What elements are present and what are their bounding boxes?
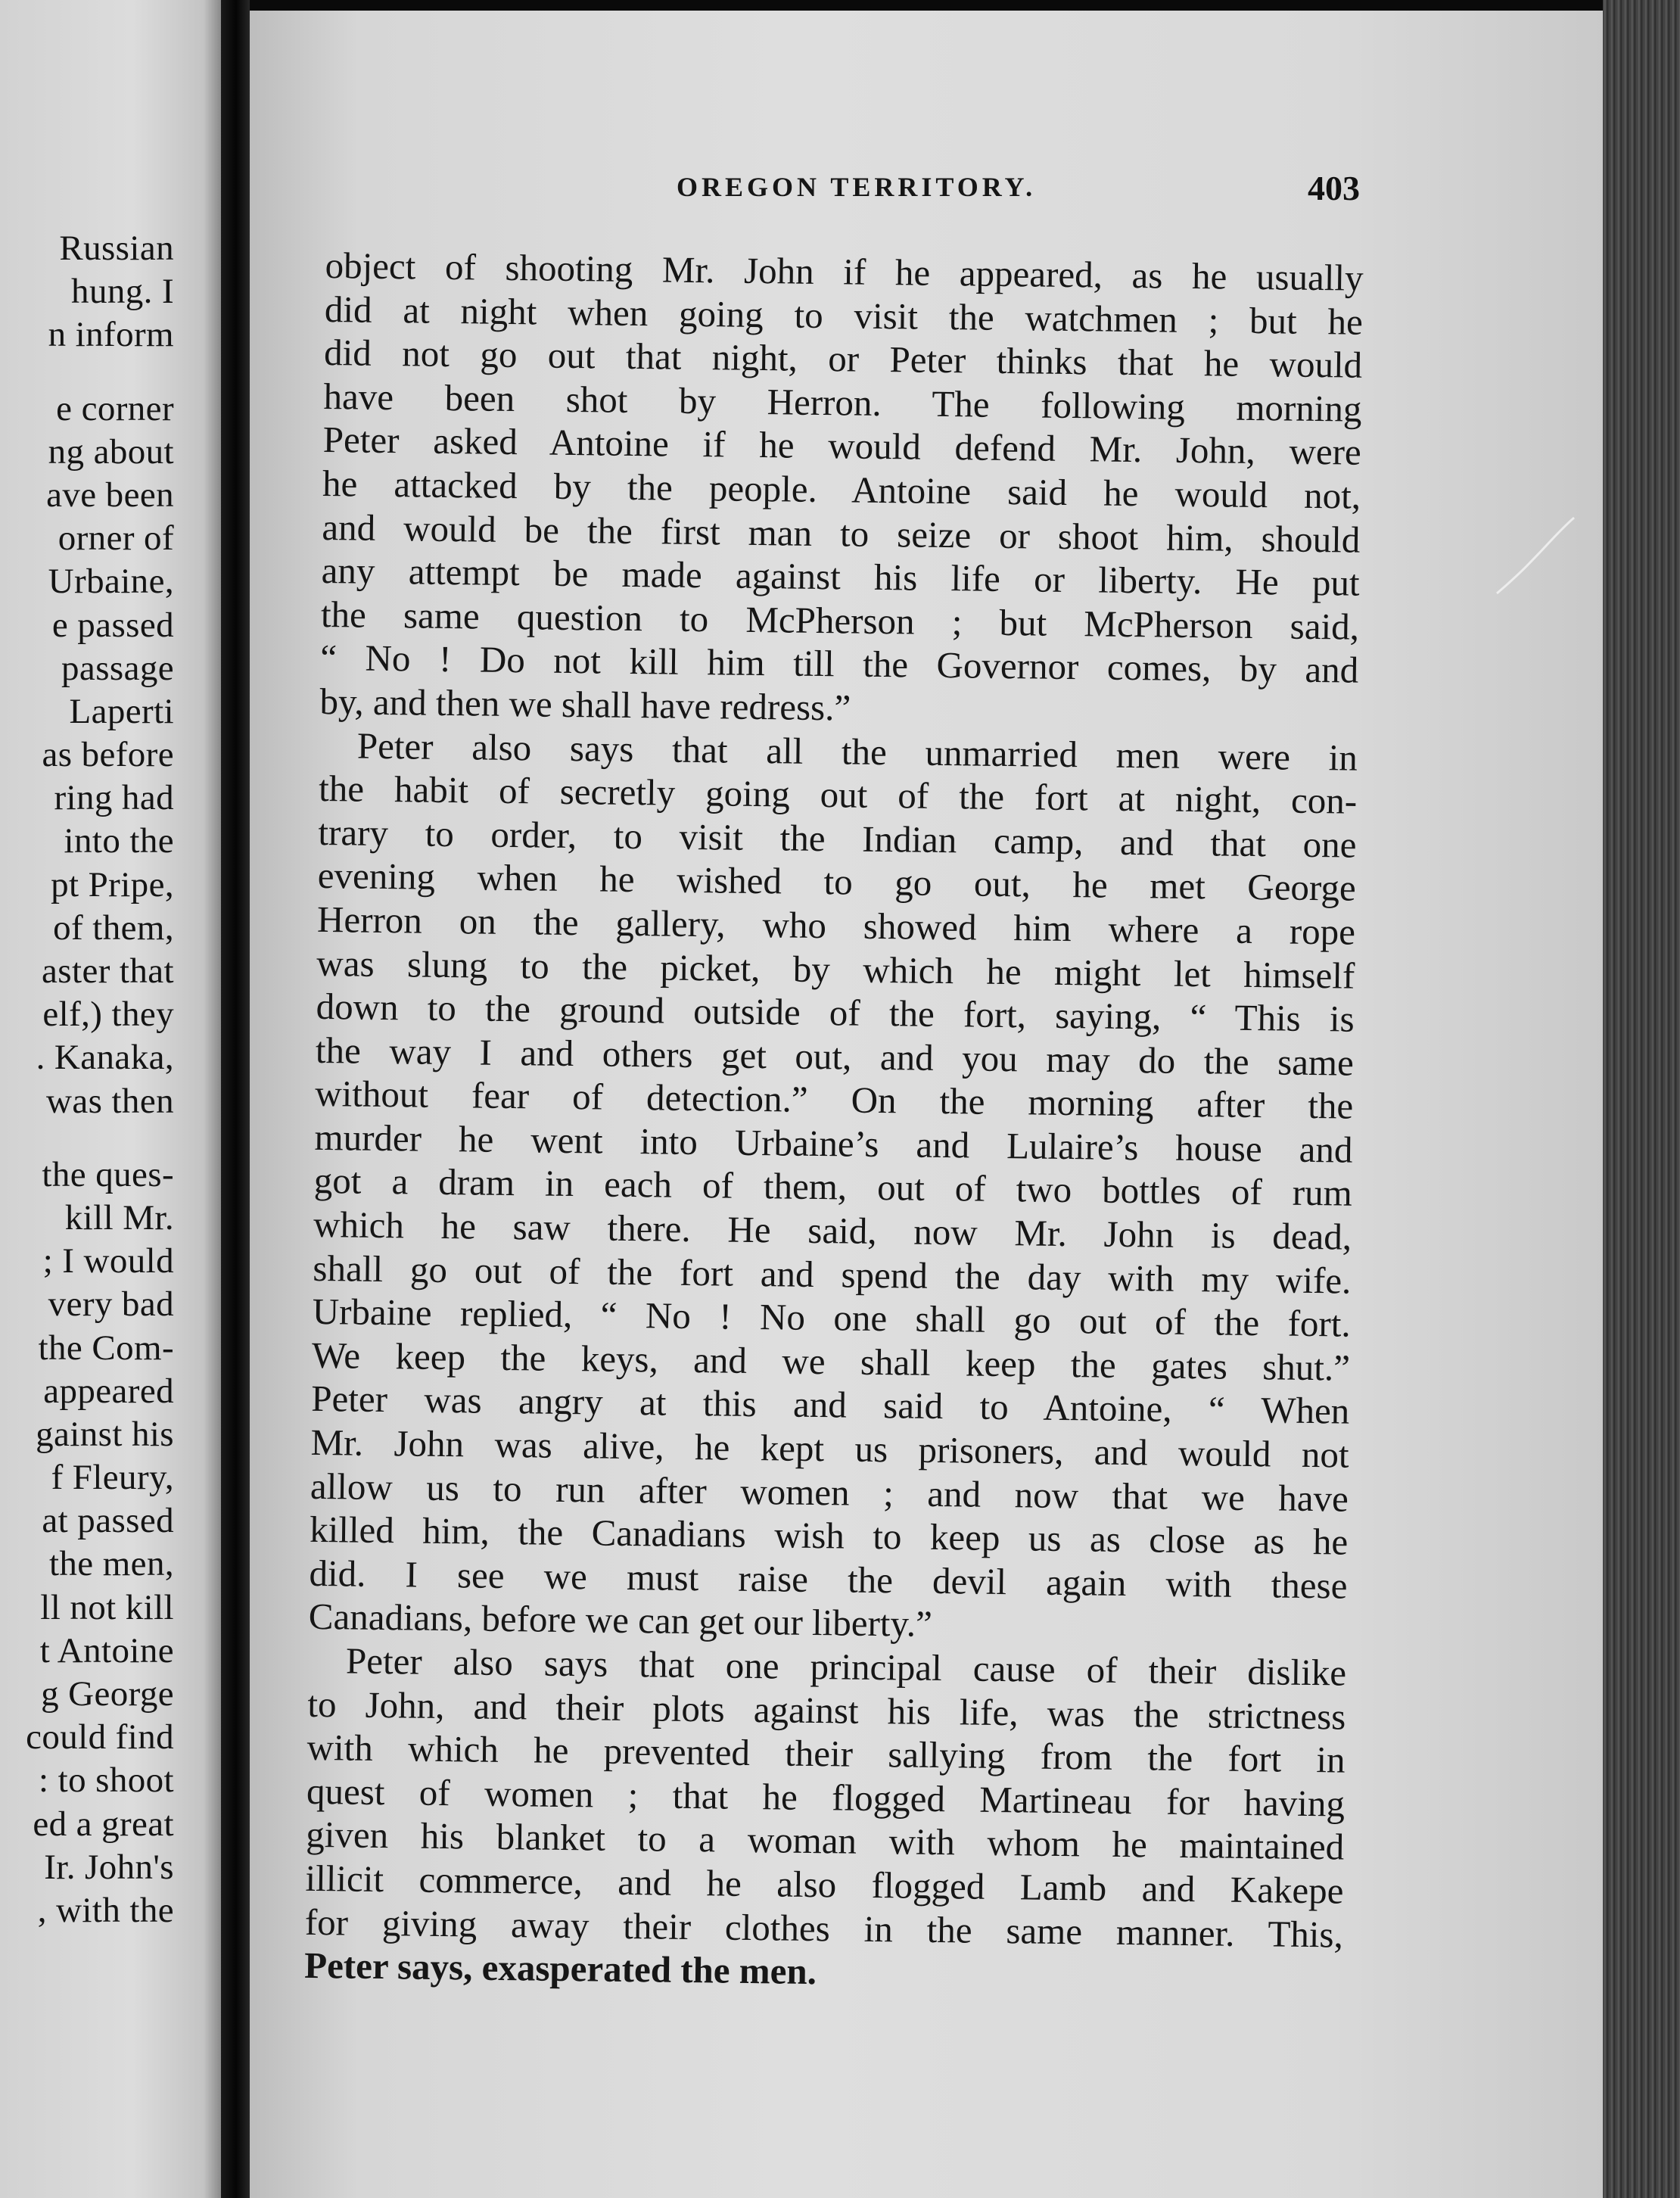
left-page-line: , with the: [37, 1890, 174, 1930]
text-line: shall go out of the fort and spend the day with my wife.: [313, 1247, 1352, 1302]
left-page-line: ave been: [46, 475, 174, 515]
left-page-line: Ir. John's: [44, 1847, 174, 1887]
left-page-line: gainst his: [36, 1414, 174, 1454]
left-page-line: was then: [46, 1081, 174, 1121]
left-page-line: ed a great: [33, 1804, 174, 1844]
page-edges: [1603, 0, 1680, 2198]
left-page-line: e corner: [56, 388, 174, 428]
text-line: Mr. John was alive, he kept us prisoners, and would not: [310, 1421, 1349, 1476]
text-line: did at night when going to visit the watchmen ; but he: [324, 288, 1364, 343]
text-line: did. I see we must raise the devil again with these: [309, 1552, 1348, 1607]
left-page-line: : to shoot: [39, 1761, 174, 1801]
left-page-line: as before: [42, 735, 174, 775]
left-page-line: kill Mr.: [64, 1197, 174, 1238]
text-line: quest of women ; that he flogged Martineau for having: [306, 1770, 1346, 1825]
left-page-line: passage: [61, 648, 174, 688]
left-page-line: of them,: [53, 908, 174, 948]
text-line: by, and then we shall have redress.”: [319, 680, 851, 729]
left-page-line: elf,) they: [42, 995, 174, 1035]
text-line: down to the ground outside of the fort, saying, “ This is: [316, 985, 1355, 1040]
text-line: for giving away their clothes in the same manner. This,: [304, 1901, 1344, 1956]
text-line: given his blanket to a woman with whom he maintained: [305, 1814, 1345, 1868]
left-page-line: ; I would: [42, 1241, 174, 1281]
left-page-line: n inform: [48, 315, 174, 355]
left-page-line: appeared: [43, 1371, 174, 1411]
left-page-line: hung. I: [71, 272, 174, 312]
text-line: Peter says, exasperated the men.: [303, 1944, 817, 1993]
left-page-line: Laperti: [69, 691, 174, 731]
left-page-line: the ques-: [42, 1154, 174, 1194]
text-line: allow us to run after women ; and now that we have: [310, 1465, 1349, 1520]
text-line: evening when he wished to go out, he met George: [317, 855, 1357, 910]
page-body-text: [304, 244, 1364, 2000]
left-page-line: [0, 357, 174, 388]
left-page-line: . Kanaka,: [36, 1038, 174, 1078]
left-page-line: Urbaine,: [48, 562, 174, 602]
page-number: 403: [1308, 169, 1360, 207]
left-page-line: ng about: [48, 431, 174, 472]
text-line: illicit commerce, and he also flogged Lamb and Kakepe: [305, 1857, 1344, 1912]
left-page-line: ring had: [54, 778, 174, 818]
left-page-line: Russian: [59, 229, 174, 268]
left-page-line: the men,: [48, 1544, 174, 1584]
left-page-line: pt Pripe,: [51, 864, 174, 904]
left-facing-page: [0, 0, 221, 2198]
paper-crease-mark: [1491, 515, 1582, 598]
left-page-line: aster that: [42, 951, 174, 991]
left-page-line: g George: [41, 1674, 174, 1714]
left-page-line: f Fleury,: [51, 1458, 174, 1498]
left-page-text: [0, 227, 174, 1932]
text-line: the way I and others get out, and you may do the same: [315, 1029, 1355, 1084]
text-line: he attacked by the people. Antoine said he would not,: [322, 462, 1361, 517]
text-line: the habit of secretly going out of the fort at night, con-: [318, 767, 1358, 822]
text-line: murder he went into Urbaine’s and Lulaire’s house and: [314, 1116, 1353, 1171]
text-line: Canadians, before we can get our liberty.”: [308, 1596, 933, 1645]
left-page-line: orner of: [58, 518, 174, 559]
text-line: Peter was angry at this and said to Antoine, “ When: [311, 1378, 1350, 1433]
text-line: trary to order, to visit the Indian camp, and that one: [318, 811, 1357, 866]
left-page-line: e passed: [51, 605, 174, 645]
left-page-line: ll not kill: [40, 1587, 174, 1627]
book-gutter: [221, 0, 251, 2198]
text-line: Herron on the gallery, who showed him where a rope: [316, 898, 1356, 953]
text-line: We keep the keys, and we shall keep the gates shut.”: [311, 1334, 1351, 1389]
text-line: which he saw there. He said, now Mr. John is dead,: [313, 1203, 1352, 1258]
text-line: did not go out that night, or Peter thinks that he would: [323, 332, 1363, 386]
text-line: Peter asked Antoine if he would defend Mr. John, were: [322, 419, 1362, 474]
text-line: killed him, the Canadians wish to keep us as close as he: [309, 1508, 1349, 1563]
left-page-line: at passed: [42, 1501, 174, 1541]
text-line: Peter also says that one principal cause of their dislike: [345, 1639, 1347, 1694]
left-page-line: very bad: [48, 1284, 174, 1325]
text-line: got a dram in each of them, out of two bottles of rum: [313, 1160, 1353, 1215]
running-head: OREGON TERRITORY.: [677, 172, 1037, 202]
text-line: Peter also says that all the unmarried men were in: [356, 724, 1358, 779]
left-page-line: the Com-: [38, 1328, 174, 1368]
text-line: was slung to the picket, by which he might let himself: [316, 942, 1355, 997]
text-line: to John, and their plots against his life, was the strictness: [307, 1683, 1346, 1738]
left-page-line: into the: [64, 821, 174, 861]
text-line: object of shooting Mr. John if he appeared, as he usually: [325, 244, 1364, 299]
left-page-line: could find: [26, 1717, 174, 1757]
text-line: Urbaine replied, “ No ! No one shall go out of the fort.: [312, 1290, 1351, 1345]
text-line: with which he prevented their sallying from the fort in: [306, 1726, 1346, 1781]
text-line: and would be the first man to seize or shoot him, should: [322, 506, 1361, 561]
text-line: without fear of detection.” On the morning after the: [314, 1073, 1354, 1127]
text-line: “ No ! Do not kill him till the Governor comes, by and: [319, 637, 1359, 692]
text-line: have been shot by Herron. The following morning: [323, 375, 1362, 430]
text-line: the same question to McPherson ; but McPherson said,: [320, 593, 1360, 648]
left-page-line: t Antoine: [39, 1630, 174, 1670]
text-line: any attempt be made against his life or liberty. He put: [321, 550, 1360, 604]
left-page-line: [0, 1123, 174, 1153]
